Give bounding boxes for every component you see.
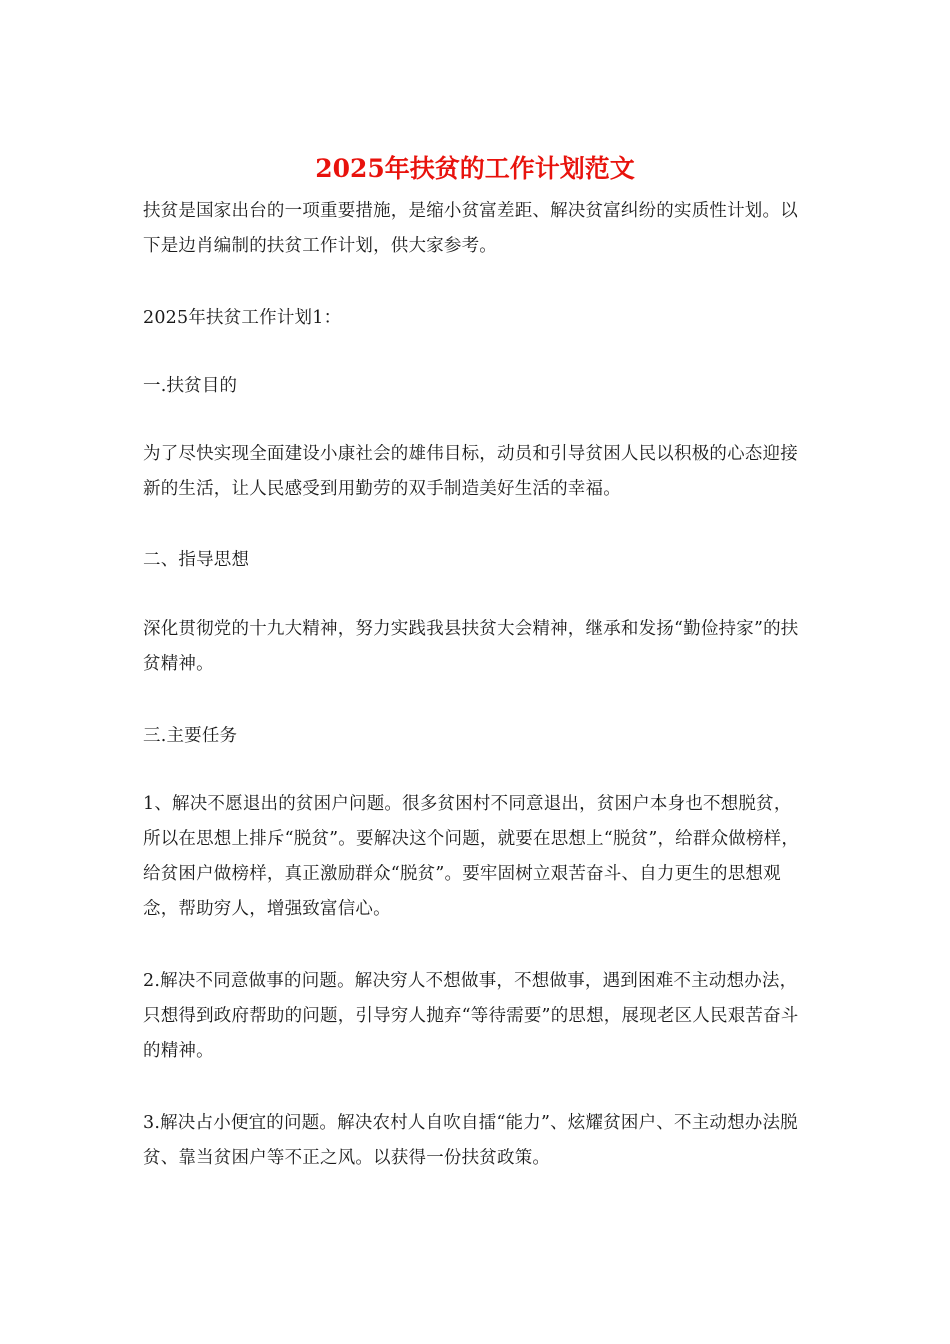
document-title: 2025年扶贫的工作计划范文 [315,154,635,183]
task-item-3: 3.解决占小便宜的问题。解决农村人自吹自擂“能力”、炫耀贫困户、不主动想办法脱贫、靠当贫困户等不正之风。以获得一份扶贫政策。 [143,1113,798,1168]
section-heading-main-tasks: 三.主要任务 [143,726,238,746]
section-heading-purpose: 一.扶贫目的 [143,376,238,396]
section-heading-guiding-thought: 二、指导思想 [143,550,250,570]
task-item-1: 1、解决不愿退出的贫困户问题。很多贫困村不同意退出，贫困户本身也不想脱贫，所以在思想上排斥“脱贫”。要解决这个问题，就要在思想上“脱贫”，给群众做榜样，给贫困户做榜样，真正激励群众“脱贫”。要牢固树立艰苦奋斗、自力更生的思想观念，帮助穷人，增强致富信心。 [143,794,800,919]
plan-heading: 2025年扶贫工作计划1： [143,308,342,328]
intro-paragraph: 扶贫是国家出台的一项重要措施，是缩小贫富差距、解决贫富纠纷的实质性计划。以下是边肖编制的扶贫工作计划，供大家参考。 [143,201,798,256]
purpose-paragraph: 为了尽快实现全面建设小康社会的雄伟目标，动员和引导贫困人民以积极的心态迎接新的生活，让人民感受到用勤劳的双手制造美好生活的幸福。 [143,444,798,499]
task-item-2: 2.解决不同意做事的问题。解决穷人不想做事，不想做事，遇到困难不主动想办法，只想得到政府帮助的问题，引导穷人抛弃“等待需要”的思想，展现老区人民艰苦奋斗的精神。 [143,971,799,1061]
guiding-thought-paragraph: 深化贯彻党的十九大精神，努力实践我县扶贫大会精神，继承和发扬“勤俭持家”的扶贫精神。 [143,619,799,674]
